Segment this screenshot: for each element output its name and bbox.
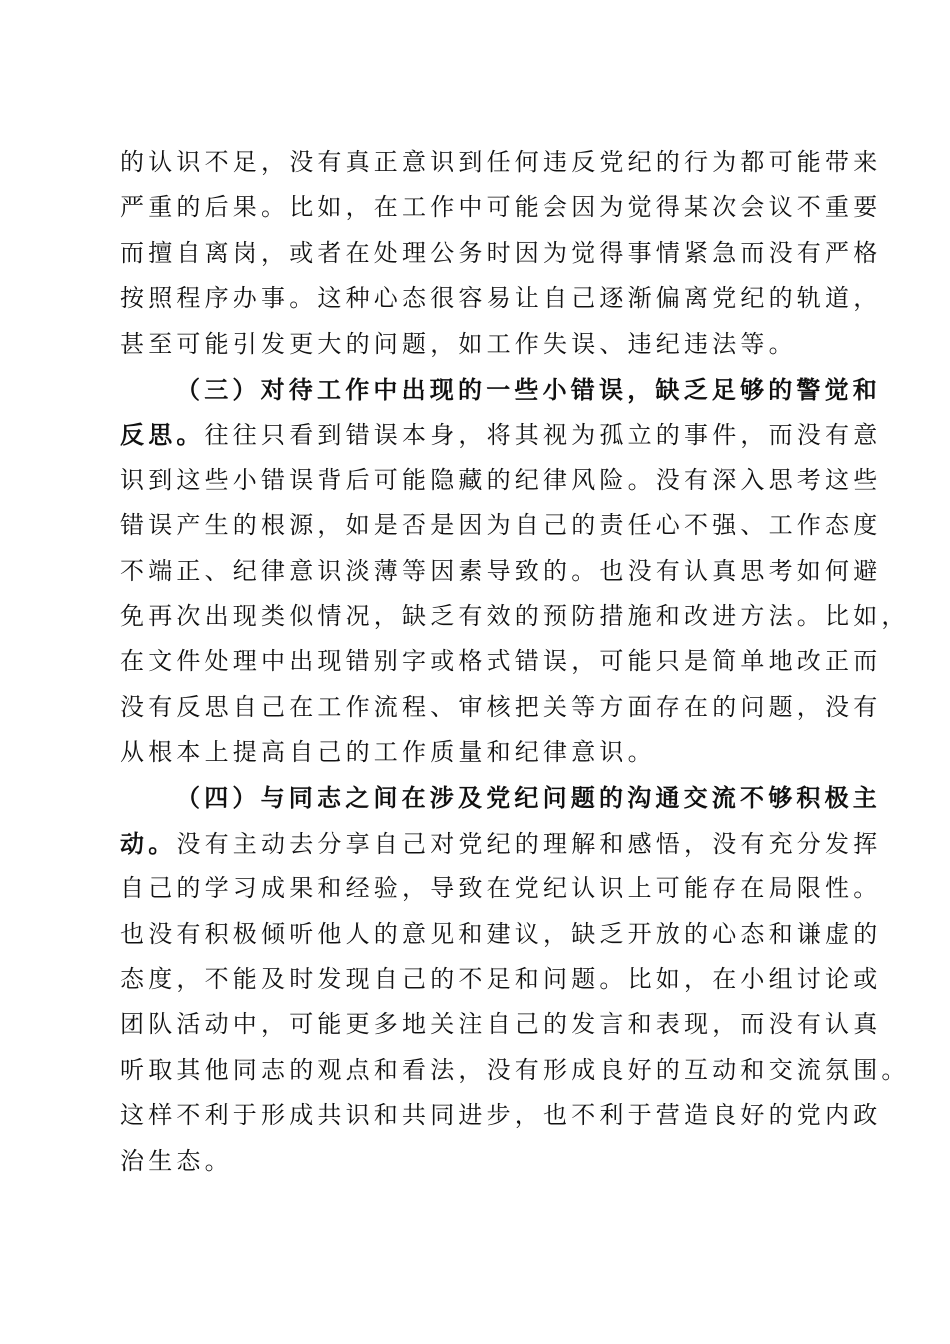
text-line: 严重的后果。比如，在工作中可能会因为觉得某次会议不重要 <box>120 193 882 222</box>
paragraph-1 <box>120 140 882 367</box>
text-line: 自己的学习成果和经验，导致在党纪认识上可能存在局限性。 <box>120 874 882 903</box>
text-line <box>120 412 882 457</box>
text-line: 识到这些小错误背后可能隐藏的纪律风险。没有深入思考这些 <box>120 465 882 494</box>
section-heading-3: （三）对待工作中出现的一些小错误，缺乏足够的警觉和 <box>176 374 881 404</box>
document-body <box>120 140 910 1184</box>
text-line: 免再次出现类似情况，缺乏有效的预防措施和改进方法。比如， <box>120 601 910 630</box>
text-line: 没有反思自己在工作流程、审核把关等方面存在的问题，没有 <box>120 692 882 721</box>
text-line <box>120 821 882 866</box>
text-line: 而擅自离岗，或者在处理公务时因为觉得事情紧急而没有严格 <box>120 238 882 267</box>
text-line: 这样不利于形成共识和共同进步，也不利于营造良好的党内政 <box>120 1101 882 1130</box>
text-line: 听取其他同志的观点和看法，没有形成良好的互动和交流氛围。 <box>120 1055 910 1084</box>
text-line: 团队活动中，可能更多地关注自己的发言和表现，而没有认真 <box>120 1010 882 1039</box>
section-heading-3-end: 反思。 <box>120 420 205 450</box>
text-line: 错误产生的根源，如是否是因为自己的责任心不强、工作态度 <box>120 511 882 540</box>
paragraph-3 <box>120 775 910 1184</box>
text-line: 从根本上提高自己的工作质量和纪律意识。 <box>120 738 656 767</box>
text-line: 态度，不能及时发现自己的不足和问题。比如，在小组讨论或 <box>120 965 882 994</box>
text-line: 甚至可能引发更大的问题，如工作失误、违纪违法等。 <box>120 329 797 358</box>
section-heading-4-end: 动。 <box>120 828 177 858</box>
paragraph-2 <box>120 367 910 776</box>
text-line: 的认识不足，没有真正意识到任何违反党纪的行为都可能带来 <box>120 148 882 176</box>
text-line: 也没有积极倾听他人的意见和建议，缺乏开放的心态和谦虚的 <box>120 919 882 948</box>
text-span: 往往只看到错误本身，将其视为孤立的事件，而没有意 <box>204 421 882 450</box>
text-span: 没有主动去分享自己对党纪的理解和感悟，没有充分发挥 <box>176 829 882 858</box>
text-line: 在文件处理中出现错别字或格式错误，可能只是简单地改正而 <box>120 647 882 676</box>
section-heading-4: （四）与同志之间在涉及党纪问题的沟通交流不够积极主 <box>176 783 881 813</box>
text-line: 按照程序办事。这种心态很容易让自己逐渐偏离党纪的轨道， <box>120 284 882 313</box>
text-line: 治生态。 <box>120 1146 233 1175</box>
text-line: 不端正、纪律意识淡薄等因素导致的。也没有认真思考如何避 <box>120 556 882 585</box>
